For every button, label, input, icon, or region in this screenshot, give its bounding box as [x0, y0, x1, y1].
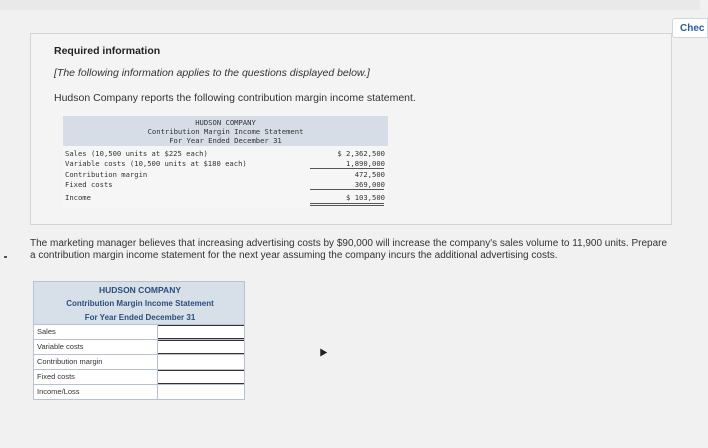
statement-row-value: $ 2,362,500 [337, 149, 385, 158]
answer-row-label[interactable]: Variable costs [34, 340, 158, 354]
question-text: The marketing manager believes that increasing advertising costs by $90,000 will increase the company's sales volume to 11,900 units. Prepare a contribution margin income statement for the next year assuming the company incurs the additional advertising costs. [30, 238, 668, 261]
statement-double-underline [310, 203, 384, 204]
answer-value-input[interactable] [158, 325, 244, 339]
statement-title: Contribution Margin Income Statement [147, 127, 304, 136]
required-info-intro: Hudson Company reports the following contribution margin income statement. [54, 92, 416, 104]
answer-row-variable-costs [33, 340, 245, 355]
statement-row-income [65, 193, 385, 203]
answer-row-label[interactable]: Contribution margin [34, 355, 158, 369]
statement-header [63, 116, 388, 146]
answer-table-title: Contribution Margin Income Statement [66, 299, 214, 308]
left-edge-mark [4, 256, 7, 258]
answer-table-period: For Year Ended December 31 [84, 313, 196, 322]
mouse-cursor-icon [317, 346, 327, 356]
statement-row-label: Fixed costs [65, 180, 113, 189]
statement-underline [310, 189, 384, 190]
answer-row-contribution-margin [33, 355, 245, 370]
statement-row-label: Variable costs (10,500 units at $180 each) [65, 159, 247, 168]
answer-value-input[interactable] [158, 385, 244, 399]
statement-row-value: 472,500 [354, 170, 385, 179]
statement-row-value: $ 103,500 [346, 193, 385, 202]
statement-row-contribution-margin [65, 170, 385, 180]
statement-period: For Year Ended December 31 [169, 136, 282, 145]
statement-company: HUDSON COMPANY [195, 118, 256, 127]
statement-row-value: 369,000 [354, 180, 385, 189]
answer-row-fixed-costs [33, 370, 245, 385]
answer-value-input[interactable] [158, 355, 244, 369]
answer-row-sales [33, 325, 245, 340]
check-my-work-button[interactable]: Chec [672, 18, 708, 38]
answer-table-header [33, 281, 245, 325]
required-info-note: [The following information applies to the questions displayed below.] [54, 67, 370, 79]
top-strip [0, 0, 700, 10]
answer-row-label[interactable]: Fixed costs [34, 370, 158, 384]
answer-value-input[interactable] [158, 340, 244, 354]
statement-double-underline [310, 205, 384, 206]
statement-row-label: Contribution margin [65, 170, 148, 179]
statement-row-value: 1,890,000 [346, 159, 385, 168]
required-info-title: Required information [54, 45, 161, 57]
answer-row-income-loss [33, 385, 245, 400]
given-income-statement [63, 116, 388, 208]
statement-row-sales [65, 149, 385, 159]
statement-underline [310, 168, 384, 169]
answer-table-company: HUDSON COMPANY [98, 285, 181, 295]
answer-row-label[interactable]: Sales [34, 325, 158, 339]
statement-row-label: Sales (10,500 units at $225 each) [65, 149, 208, 158]
answer-row-label[interactable]: Income/Loss [34, 385, 158, 399]
answer-value-input[interactable] [158, 370, 244, 384]
statement-row-label: Income [65, 193, 91, 202]
